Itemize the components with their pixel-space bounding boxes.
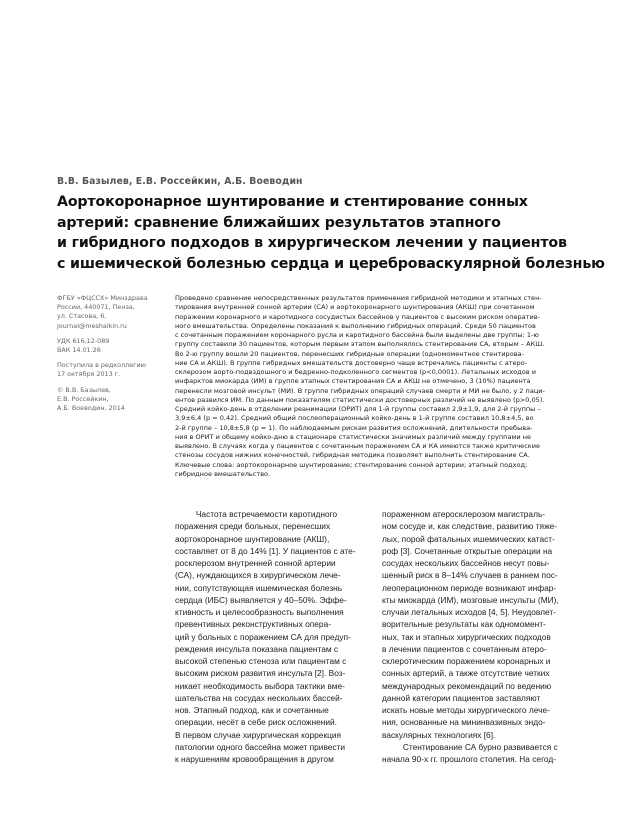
received-date (57, 361, 162, 379)
authors: В.В. Базылев, Е.В. Россейкин, А.Б. Воеводин (57, 176, 303, 187)
body-line: аортокоронарное шунтирование (АКШ), (175, 533, 330, 544)
abstract-line: выявлено. В случаях когда у пациентов с сочетанным поражением СА и КА имеются также критические (175, 442, 541, 450)
abstract-line: ентов развился ИМ. По данным показателям статистически достоверных различий не выявлено (p>0,05). (175, 395, 545, 404)
body-line: случаи летальных исходов [4, 5]. Неудовлет- (382, 607, 556, 617)
body-line: данной категории пациентов заставляют (382, 692, 541, 703)
body-line: ктивность и целесообразность выполнения (175, 607, 344, 617)
body-line: шенный риск в 8–14% случаев в раннем пос- (382, 570, 558, 581)
keywords-line: гибридное вмешательство. (175, 469, 271, 478)
abstract-line: инфарктов миокарда (ИМ) в группе этапных стентирования СА и АКШ не отмечено, 3 (10%) пациента (175, 377, 531, 386)
body-line: искать новые методы хирургического лече- (382, 705, 550, 715)
sidebar-metadata (57, 294, 162, 419)
abstract-line: 2-й группе – 10,8±5,8 (p = 1). По наблюдаемым рискам развития осложнений, длительности пребыва- (175, 423, 533, 432)
title-line: артерий: сравнение ближайших результатов этапного (57, 214, 501, 231)
body-line: ном сосуде и, как следствие, развитию тяже- (382, 521, 558, 532)
received-line: Поступила в редколлегию (57, 361, 147, 370)
body-line: Частота встречаемости каротидного (175, 509, 338, 519)
body-line: Стентирование СА бурно развивается с (382, 741, 558, 752)
body-line: ных, так и этапных хирургических подходов (382, 631, 551, 642)
article-title (57, 192, 605, 274)
body-line: ций у больных с поражением СА для предуп- (175, 631, 351, 642)
body-line: роф [3]. Сочетанные открытые операции на (382, 545, 553, 556)
abstract-line: с сочетанным поражением коронарного русла и каротидного бассейна были выделены две группы: 1-ю (175, 331, 539, 339)
body-line: нов. Этапный подход, как и сочетанные (175, 705, 329, 715)
abstract-line: склерозом аорто-подвздошного и бедренно-подколенного сегментов (p<0,0001). Летальных исходов и (175, 368, 536, 376)
body-line: шательства на сосудах нескольких бассей- (175, 692, 343, 703)
body-line: сосудах нескольких бассейнов несут повы- (382, 558, 550, 568)
body-line: нии, сопутствующая ишемическая болезнь (175, 582, 343, 593)
abstract-line: ния в ОРИТ и общему койко-дню в стационаре статистически значимых различий между группами не (175, 432, 532, 441)
email: journal@meshalkin.ru (57, 321, 127, 330)
abstract-line: тирования внутренней сонной артерии (СА) и аортокоронарного шунтирования (АКШ) при сочетанном (175, 303, 535, 312)
body-line: росклерозом внутренней сонной артерии (175, 558, 336, 568)
body-line: никает необходимость выбора тактики вме- (175, 680, 345, 691)
abstract-line: поражении коронарного и каротидного сосудистых бассейнов у пациентов с высоким риском оператив- (175, 312, 540, 321)
body-line: леоперационном периоде возникают инфар- (382, 582, 557, 593)
body-line: высокой степенью стеноза или пациентам с (175, 656, 347, 666)
keywords-line: Ключевые слова: аортокоронарное шунтирование; стентирование сонной артерии; этапный подход; (175, 460, 528, 469)
affiliation-line: ул. Стасова, 6, (57, 312, 107, 321)
title-line: Аортокоронарное шунтирование и стентирование сонных (57, 194, 528, 210)
body-line: реждения инсульта показана пациентам с (175, 643, 339, 654)
copyright-line: А.Б. Воеводин, 2014 (57, 404, 125, 413)
body-line: васкулярных технологиях [6]. (382, 729, 496, 740)
body-line: В первом случае хирургическая коррекция (175, 729, 342, 740)
body-line: патологии одного бассейна может привести (175, 741, 346, 752)
abstract-line: Средний койко-день в отделении реанимации (ОРИТ) для 1-й группы составил 2,9±1,9, для 2-й группы – (175, 405, 541, 413)
title-line: и гибридного подходов в хирургическом лечении у пациентов (57, 235, 567, 251)
abstract-line: 3,9±6,4 (p = 0,42). Средний общий послеоперационный койко-день в 1-й группе составил 10,8±4,5, во (175, 414, 534, 423)
body-line: (СА), нуждающихся в хирургическом лече- (175, 570, 341, 581)
copyright (57, 386, 162, 414)
affiliation-line: России, 440071, Пенза, (57, 303, 135, 312)
body-line: сонных артерий, а также отсутствие четких (382, 668, 550, 679)
body-line: кты миокарда (ИМ), мозговые инсульты (МИ), (382, 594, 559, 605)
body-line: международных рекомендаций по ведению (382, 680, 552, 691)
abstract-line: перенесли мозговой инсульт (МИ). В группе гибридных операций случаев смерти и МИ не было, у 2 паци- (175, 386, 545, 395)
affiliation (57, 294, 162, 331)
body-line: сердца (ИБС) выявляется у 40–50%. Эффе- (175, 594, 347, 605)
body-line: ворительные результаты как одномомент- (382, 619, 546, 630)
body-line: составляет от 8 до 14% [1]. У пациентов с ате- (175, 545, 356, 556)
body-line: ния, основанные на мининвазивных эндо- (382, 717, 546, 728)
abstract-line: ного вмешательства. Определены показания к выполнению гибридных операций. Среди 50 пациентов (175, 321, 536, 330)
body-line: поражения среди больных, перенесших (175, 521, 331, 532)
abstract-line: Во 2-ю группу вошли 20 пациентов, перенесших гибридные операции (одномоментное стентирова- (175, 349, 524, 358)
vak-code: ВАК 14.01.26 (57, 346, 101, 355)
body-line: в лечении пациентов с сочетанным атеро- (382, 643, 547, 654)
affiliation-line: ФГБУ «ФЦССХ» Минздрава (57, 294, 148, 302)
received-line: 17 октября 2013 г. (57, 370, 121, 379)
copyright-line: Е.В. Россейкин, (57, 394, 109, 403)
abstract (175, 294, 575, 479)
body-line: лых, порой фатальных ишемических катаст- (382, 533, 555, 544)
body-line: склеротическим поражением коронарных и (382, 656, 551, 666)
abstract-line: группу составили 30 пациентов, которым первым этапом выполнялось стентирование СА, вторым – АКШ. (175, 340, 545, 349)
body-line: к нарушениям кровообращения в другом (175, 754, 334, 764)
classification-codes (57, 337, 162, 355)
copyright-line: © В.В. Базылев, (57, 385, 111, 394)
body-column-left (175, 508, 371, 765)
body-line: начала 90-х гг. прошлого столетия. На сегод- (382, 754, 557, 764)
body-line: высоким риском развития инсульта [2]. Воз- (175, 668, 346, 679)
abstract-line: стенозы сосудов нижних конечностей, гибридная методика позволяет выполнить стентирование СА. (175, 451, 530, 460)
udc-code: УДК 616.12-089 (57, 336, 110, 345)
abstract-line: Проведено сравнение непосредственных результатов применения гибридной методики и этапных стен- (175, 294, 542, 302)
abstract-line: ние СА и АКШ). В группе гибридных вмешательств достоверно чаще встречались пациенты с атеро- (175, 358, 528, 367)
title-line: с ишемической болезнью сердца и цереброваскулярной болезнью (57, 255, 605, 272)
body-line: превентивных реконструктивных опера- (175, 619, 331, 630)
body-line: операции, несёт в себе риск осложнений. (175, 717, 337, 728)
body-column-right (382, 508, 578, 765)
body-line: пораженном атеросклерозом магистраль- (382, 509, 546, 519)
